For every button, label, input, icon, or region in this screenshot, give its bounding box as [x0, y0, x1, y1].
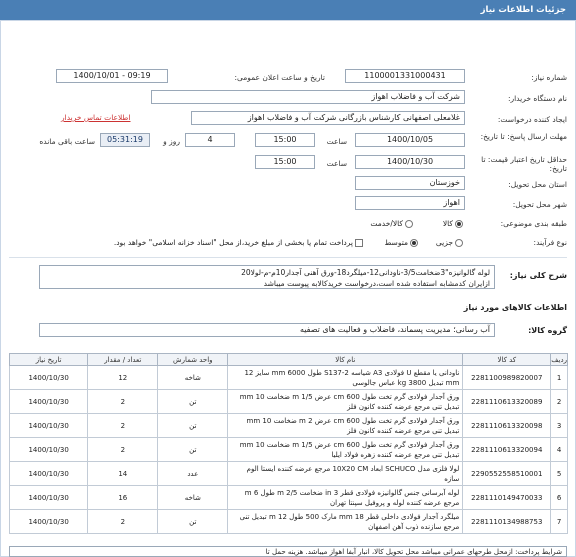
row-code: 2281110613320098 — [463, 414, 551, 438]
validity-time-field: 15:00 — [255, 155, 315, 169]
table-row — [10, 390, 568, 414]
process-type-label: نوع فرآیند: — [533, 238, 567, 247]
row-qty: 14 — [88, 462, 158, 486]
row-date: 1400/10/30 — [10, 486, 88, 510]
row-index: 3 — [551, 414, 568, 438]
row-index: 4 — [551, 438, 568, 462]
creator-field: غلامعلی اصفهانی کارشناس بازرگانی شرکت آب و فاضلاب اهواز — [191, 111, 465, 125]
row-qty: 2 — [88, 414, 158, 438]
radio-minor-icon[interactable] — [455, 239, 463, 247]
validity-date-field: 1400/10/30 — [355, 155, 465, 169]
row-code: 2290552558510001 — [463, 462, 551, 486]
row-index: 6 — [551, 486, 568, 510]
summary-label: شرح کلی نیاز: — [509, 271, 567, 280]
col-name-header: نام کالا — [228, 354, 463, 366]
page-title: جزئیات اطلاعات نیاز — [480, 5, 566, 15]
page-header — [0, 0, 576, 20]
buyer-org-field: شرکت آب و فاضلاب اهواز — [151, 90, 465, 104]
goods-group-field: آب رسانی؛ مدیریت پسماند، فاضلاب و فعالیت های تصفیه — [39, 323, 495, 337]
col-code-header: کد کالا — [463, 354, 551, 366]
days-label: روز و — [163, 137, 180, 146]
col-unit-header: واحد شمارش — [158, 354, 228, 366]
creator-label: ایجاد کننده درخواست: — [497, 115, 567, 124]
divider — [9, 257, 567, 258]
row-index: 7 — [551, 510, 568, 534]
row-code: 2281110134988753 — [463, 510, 551, 534]
deadline-time-field: 15:00 — [255, 133, 315, 147]
row-name: ورق آجدار فولادی گرم تخت طول 600 cm عرض 1/5 m ضخامت 10 mm تبدیل تنی مرجع عرضه کننده زهره فولاد ایلیا — [228, 438, 463, 462]
row-code: 2281110613320089 — [463, 390, 551, 414]
row-unit: عدد — [158, 462, 228, 486]
row-date: 1400/10/30 — [10, 366, 88, 390]
summary-description — [39, 265, 495, 289]
radio-medium-icon[interactable] — [410, 239, 418, 247]
col-index-header: ردیف — [551, 355, 567, 364]
row-date: 1400/10/30 — [10, 390, 88, 414]
payment-terms-box — [9, 546, 567, 557]
row-unit: تن — [158, 510, 228, 534]
row-unit: تن — [158, 414, 228, 438]
table-row — [10, 510, 568, 534]
goods-table — [9, 353, 568, 534]
goods-info-title: اطلاعات کالاهای مورد نیاز — [463, 303, 567, 312]
row-name: ناودانی یا مقطع U فولادی A3 شیاسه 2-S137 طول 6000 mm سایز 12 mm تبدیل 3800 kg عباس جالوسی — [228, 366, 463, 390]
validity-time-label: ساعت — [326, 159, 347, 168]
row-name: لوله آبرسانی جنس گالوانیزه فولادی قطر 3 in ضخامت 2/5 m طول 6 m مرجع عرضه کننده لوله و پروفیل سپنتا تهران — [228, 486, 463, 510]
process-option-medium[interactable]: متوسط — [384, 236, 420, 250]
row-name: ورق آجدار فولادی گرم تخت طول 600 cm عرض 2 m ضخامت 10 mm تبدیل تنی مرجع عرضه کننده کانون فلز — [228, 414, 463, 438]
days-remaining-field: 4 — [185, 133, 235, 147]
table-row — [10, 462, 568, 486]
table-row — [10, 366, 568, 390]
payment-terms-text: ازمحل طرحهای عمرانی میباشد محل تحویل کالا، انبار آبفا اهواز میباشد. هزینه حمل تا — [265, 548, 513, 556]
deadline-time-label: ساعت — [326, 137, 347, 146]
summary-line-1: لوله گالوانیزه"3ضخامت3/5-ناودانی12-میلگرد18-ورق آهنی آجدار10م-م-لولا20 — [241, 268, 490, 277]
category-option-goods[interactable]: کالا — [443, 217, 465, 231]
radio-goods-icon[interactable] — [455, 220, 463, 228]
province-label: استان محل تحویل: — [508, 180, 567, 189]
row-code: 2281100989820007 — [463, 366, 551, 390]
row-unit: تن — [158, 390, 228, 414]
deadline-label: مهلت ارسال پاسخ: تا تاریخ: — [480, 132, 567, 141]
payment-terms-label: شرایط پرداخت: — [515, 548, 562, 556]
row-date: 1400/10/30 — [10, 462, 88, 486]
table-row — [10, 486, 568, 510]
announce-date-label: تاریخ و ساعت اعلان عمومی: — [234, 73, 325, 82]
deadline-date-field: 1400/10/05 — [355, 133, 465, 147]
row-date: 1400/10/30 — [10, 438, 88, 462]
col-date-header: تاریخ نیاز — [10, 354, 88, 366]
announce-date-field: 1400/10/01 - 09:19 — [56, 69, 168, 83]
category-option-goods-service[interactable]: کالا/خدمت — [370, 217, 415, 231]
need-number-label: شماره نیاز: — [531, 73, 567, 82]
checkbox-icon[interactable] — [355, 239, 363, 247]
col-qty-header: تعداد / مقدار — [88, 354, 158, 366]
radio-goods-service-icon[interactable] — [405, 220, 413, 228]
row-qty: 2 — [88, 438, 158, 462]
province-field: خوزستان — [355, 176, 465, 190]
row-name: لولا فلزی مدل SCHUCO ابعاد 10X20 CM مرجع عرضه کننده ایستا الوم سازه — [228, 462, 463, 486]
city-field: اهواز — [355, 196, 465, 210]
row-name: ورق آجدار فولادی گرم تخت طول 600 cm عرض 1/5 m ضخامت 10 mm تبدیل تنی مرجع عرضه کننده کانون فلز — [228, 390, 463, 414]
row-unit: تن — [158, 438, 228, 462]
category-label: طبقه بندی موضوعی: — [500, 219, 567, 228]
city-label: شهر محل تحویل: — [512, 200, 567, 209]
row-qty: 2 — [88, 510, 158, 534]
row-index: 1 — [551, 366, 568, 390]
row-date: 1400/10/30 — [10, 510, 88, 534]
table-row — [10, 438, 568, 462]
goods-table-header — [10, 354, 568, 366]
row-qty: 12 — [88, 366, 158, 390]
remaining-time-label: ساعت باقی مانده — [39, 137, 95, 146]
row-name: میلگرد آجدار فولادی داخلی قطر 18 mm مارک 500 طول 12 m تبدیل تنی مرجع سازنده ذوب آهن اصفهان — [228, 510, 463, 534]
buyer-contact-link[interactable]: اطلاعات تماس خریدار — [61, 113, 131, 122]
row-unit: شاخه — [158, 486, 228, 510]
validity-label: حداقل تاریخ اعتبار قیمت: تا تاریخ: — [481, 155, 567, 173]
treasury-payment-note[interactable]: پرداخت تمام یا بخشی از مبلغ خرید،از محل "اسناد خزانه اسلامی" خواهد بود. — [114, 236, 365, 250]
process-option-minor[interactable]: جزیی — [436, 236, 465, 250]
row-qty: 16 — [88, 486, 158, 510]
row-index: 2 — [551, 390, 568, 414]
goods-group-label: گروه کالا: — [528, 326, 567, 335]
buyer-org-label: نام دستگاه خریدار: — [507, 94, 567, 103]
row-unit: شاخه — [158, 366, 228, 390]
need-number-field: 1100001331000431 — [345, 69, 465, 83]
details-panel — [0, 20, 576, 557]
remaining-time-field: 05:31:19 — [100, 133, 150, 147]
row-index: 5 — [551, 462, 568, 486]
summary-line-2: ازایران کدمشابه استفاده شده است،درخواست خریدکالابه پیوست میباشد — [263, 279, 490, 288]
row-qty: 2 — [88, 390, 158, 414]
row-code: 2281110613320094 — [463, 438, 551, 462]
row-date: 1400/10/30 — [10, 414, 88, 438]
row-code: 2281110149470033 — [463, 486, 551, 510]
table-row — [10, 414, 568, 438]
